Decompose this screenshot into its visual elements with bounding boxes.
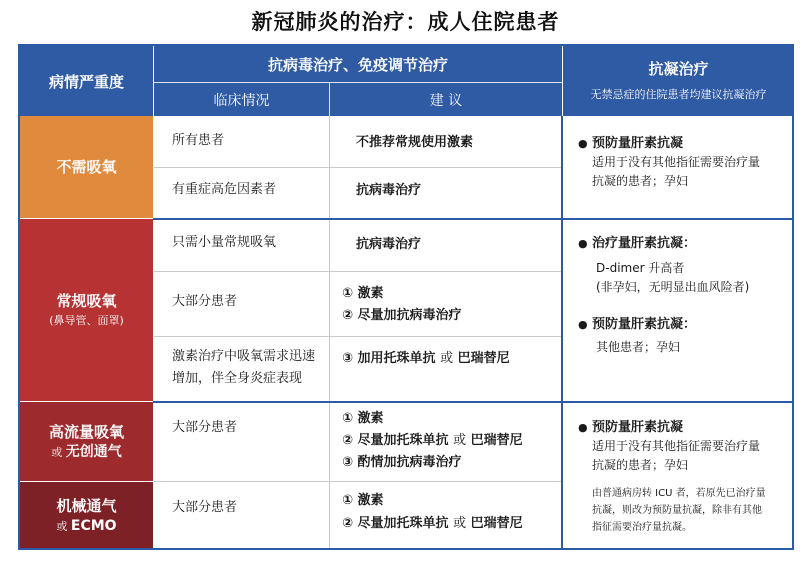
row1-clinical: 所有患者 [172,133,225,148]
severity-mechanical-label-2: ECMO [70,517,117,534]
row6-advice-2a: ② 尽量加托珠单抗 [342,433,449,448]
row5-advice-or: 或 [440,351,454,366]
row6-advice-1: ① 激素 [342,411,384,426]
severity-conventional-oxygen [20,219,153,401]
row7-advice-or: 或 [453,516,467,531]
severity-conventional-oxygen-sub: (鼻导管、面罩) [49,314,124,327]
severity-mechanical-label: 机械通气 [56,496,117,515]
treatment-table [18,44,794,550]
row2-advice: 抗病毒治疗 [356,183,422,198]
row5-advice-a: ③ 加用托珠单抗 [342,351,436,366]
row6-advice-2b: 巴瑞替尼 [470,433,523,448]
row5-advice-b: 巴瑞替尼 [457,351,510,366]
row2-clinical: 有重症高危因素者 [172,182,277,197]
row4-clinical: 大部分患者 [172,294,238,309]
page-title: 新冠肺炎的治疗：成人住院患者 [251,9,560,34]
row5-clinical-1: 激素治疗中吸氧需求迅速 [172,349,316,364]
header-anticoag-label: 抗凝治疗 [648,60,709,78]
severity-high-flow-or: 或 [51,446,63,459]
row6-advice-3: ③ 酌情加抗病毒治疗 [342,455,462,470]
severity-conventional-oxygen-label: 常规吸氧 [56,292,117,310]
row1-advice: 不推荐常规使用激素 [356,135,474,150]
row6-advice-2 [342,430,523,452]
bullet-icon: ● [578,318,588,331]
severity-high-flow-label: 高流量吸氧 [48,423,124,441]
row6-advice-or: 或 [453,433,467,448]
bullet-icon: ● [578,137,588,150]
anticoag-1-line-1: 适用于没有其他指征需要治疗量 [592,155,761,169]
row4-advice-2: ② 尽量加抗病毒治疗 [342,308,462,323]
row4-advice-1: ① 激素 [342,286,384,301]
row7-advice-2 [342,513,523,535]
anticoag-block-2 [578,234,788,297]
bullet-icon: ● [578,237,588,250]
anticoag-4-line-1: 适用于没有其他指征需要治疗量 [592,439,761,453]
anticoag-block-4 [578,418,790,536]
header-advice-label: 建 议 [429,92,463,109]
header-severity-label: 病情严重度 [48,72,124,91]
row7-advice-2a: ② 尽量加托珠单抗 [342,516,449,531]
anticoag-3-line-1: 其他患者；孕妇 [596,340,681,354]
severity-high-flow-label-2: 无创通气 [65,444,122,460]
header-anticoag [563,46,794,116]
anticoag-block-3 [578,315,788,357]
anticoag-4-note-1: 由普通病房转 ICU 者，若原先已治疗量 [592,488,766,499]
row3-clinical: 只需小量常规吸氧 [172,235,277,250]
anticoag-1-line-2: 抗凝的患者；孕妇 [592,174,689,188]
row5-advice [342,348,510,370]
anticoag-4-line-2: 抗凝的患者；孕妇 [592,458,689,472]
anticoag-3-head: 预防量肝素抗凝： [592,317,697,332]
anticoag-2-head: 治疗量肝素抗凝： [592,236,697,251]
row3-advice: 抗病毒治疗 [356,237,422,252]
anticoag-block-1 [578,134,788,191]
header-anticoag-sub: 无禁忌症的住院患者均建议抗凝治疗 [590,88,767,101]
anticoag-1-head: 预防量肝素抗凝 [592,136,684,151]
bullet-icon: ● [578,421,588,434]
row7-advice-2b: 巴瑞替尼 [470,516,523,531]
anticoag-2-line-1: D-dimer 升高者 [596,261,685,275]
header-severity [20,46,153,116]
row7-clinical: 大部分患者 [172,500,238,515]
anticoag-4-note-3: 指征需要治疗量抗凝。 [592,522,692,533]
row6-clinical: 大部分患者 [172,420,238,435]
anticoag-2-line-2: (非孕妇，无明显出血风险者) [596,280,750,294]
header-antiviral-label: 抗病毒治疗、免疫调节治疗 [267,55,448,74]
severity-high-flow [20,402,153,481]
anticoag-4-head: 预防量肝素抗凝 [592,420,684,435]
row5-clinical-2: 增加，伴全身炎症表现 [172,371,303,386]
severity-no-oxygen-label: 不需吸氧 [56,158,117,176]
header-clinical-label: 临床情况 [213,92,270,109]
severity-mechanical [20,482,153,548]
severity-mechanical-or: 或 [56,519,68,533]
severity-no-oxygen [20,116,153,218]
row7-advice-1: ① 激素 [342,493,384,508]
anticoag-4-note-2: 抗凝，则改为预防量抗凝，除非有其他 [592,505,762,516]
